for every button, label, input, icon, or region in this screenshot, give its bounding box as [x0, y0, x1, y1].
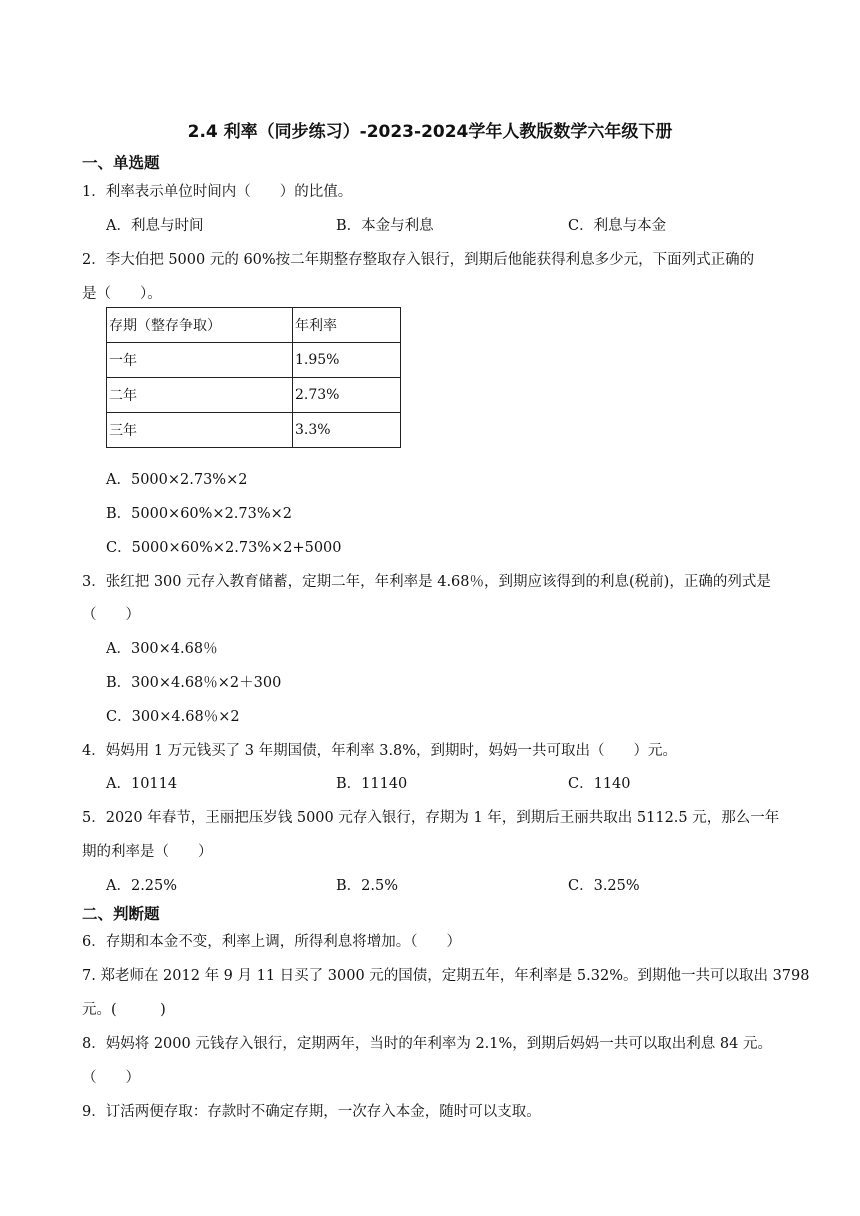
section-heading-single-choice: 一、单选题: [82, 154, 160, 172]
table-cell: 2.73%: [293, 378, 401, 413]
q4-option-c: C．1140: [568, 776, 631, 792]
q1-option-c: C．利息与本金: [568, 218, 667, 234]
question-6: 6．存期和本金不变，利率上调，所得利息将增加。（ ）: [82, 934, 461, 950]
question-2-line-1: 2．李大伯把 5000 元的 60%按二年期整存整取存入银行，到期后他能获得利息多少元，下面列式正确的: [82, 252, 755, 268]
interest-rate-table: [106, 307, 401, 448]
q4-option-a: A．10114: [106, 776, 178, 792]
page-title: 2.4 利率（同步练习）-2023-2024学年人教版数学六年级下册: [187, 122, 673, 142]
table-header-cell: 年利率: [293, 308, 401, 343]
question-9: 9．订活两便存取：存款时不确定存期，一次存入本金，随时可以支取。: [82, 1104, 541, 1120]
question-8-line-1: 8．妈妈将 2000 元钱存入银行，定期两年，当时的年利率为 2.1%，到期后妈妈一共可以取出利息 84 元。: [82, 1036, 772, 1052]
q3-option-c: C．300×4.68％×2: [106, 709, 240, 725]
table-header-cell: 存期（整存争取）: [107, 308, 293, 343]
question-4: 4．妈妈用 1 万元钱买了 3 年期国债，年利率 3.8%，到期时，妈妈一共可取出（ ）元。: [82, 743, 678, 759]
q3-option-a: A．300×4.68％: [106, 641, 218, 657]
section-heading-true-false: 二、判断题: [82, 905, 160, 923]
question-8-line-2: （ ）: [82, 1070, 140, 1086]
q2-option-a: A．5000×2.73%×2: [106, 472, 248, 488]
table-row: [107, 378, 401, 413]
q2-option-b: B．5000×60%×2.73%×2: [106, 506, 293, 522]
q5-option-c: C．3.25%: [568, 878, 640, 894]
table-header-row: [107, 308, 401, 343]
question-5-line-2: 期的利率是（ ）: [82, 844, 213, 860]
table-row: [107, 413, 401, 448]
question-2-line-2: 是（ ）。: [82, 286, 162, 302]
table-cell: 3.3%: [293, 413, 401, 448]
question-3-line-2: （ ）: [82, 607, 140, 623]
question-7-line-2: 元。( ): [82, 1002, 166, 1018]
q2-option-c: C．5000×60%×2.73%×2+5000: [106, 540, 342, 556]
question-7-line-1: 7. 郑老师在 2012 年 9 月 11 日买了 3000 元的国债，定期五年，年利率是 5.32%。到期他一共可以取出 3798: [82, 968, 810, 984]
question-1: 1．利率表示单位时间内（ ）的比值。: [82, 184, 353, 200]
table-cell: 二年: [107, 378, 293, 413]
q3-option-b: B．300×4.68％×2＋300: [106, 675, 282, 691]
table-cell: 1.95%: [293, 343, 401, 378]
table-cell: 一年: [107, 343, 293, 378]
question-3-line-1: 3．张红把 300 元存入教育储蓄，定期二年，年利率是 4.68％，到期应该得到的利息(税前)，正确的列式是: [82, 574, 771, 590]
q4-option-b: B．11140: [336, 776, 408, 792]
q5-option-a: A．2.25%: [106, 878, 178, 894]
q1-option-a: A．利息与时间: [106, 218, 204, 234]
table-cell: 三年: [107, 413, 293, 448]
q1-option-b: B．本金与利息: [336, 218, 434, 234]
question-5-line-1: 5．2020 年春节，王丽把压岁钱 5000 元存入银行，存期为 1 年，到期后王丽共取出 5112.5 元，那么一年: [82, 810, 780, 826]
table-row: [107, 343, 401, 378]
q5-option-b: B．2.5%: [336, 878, 398, 894]
